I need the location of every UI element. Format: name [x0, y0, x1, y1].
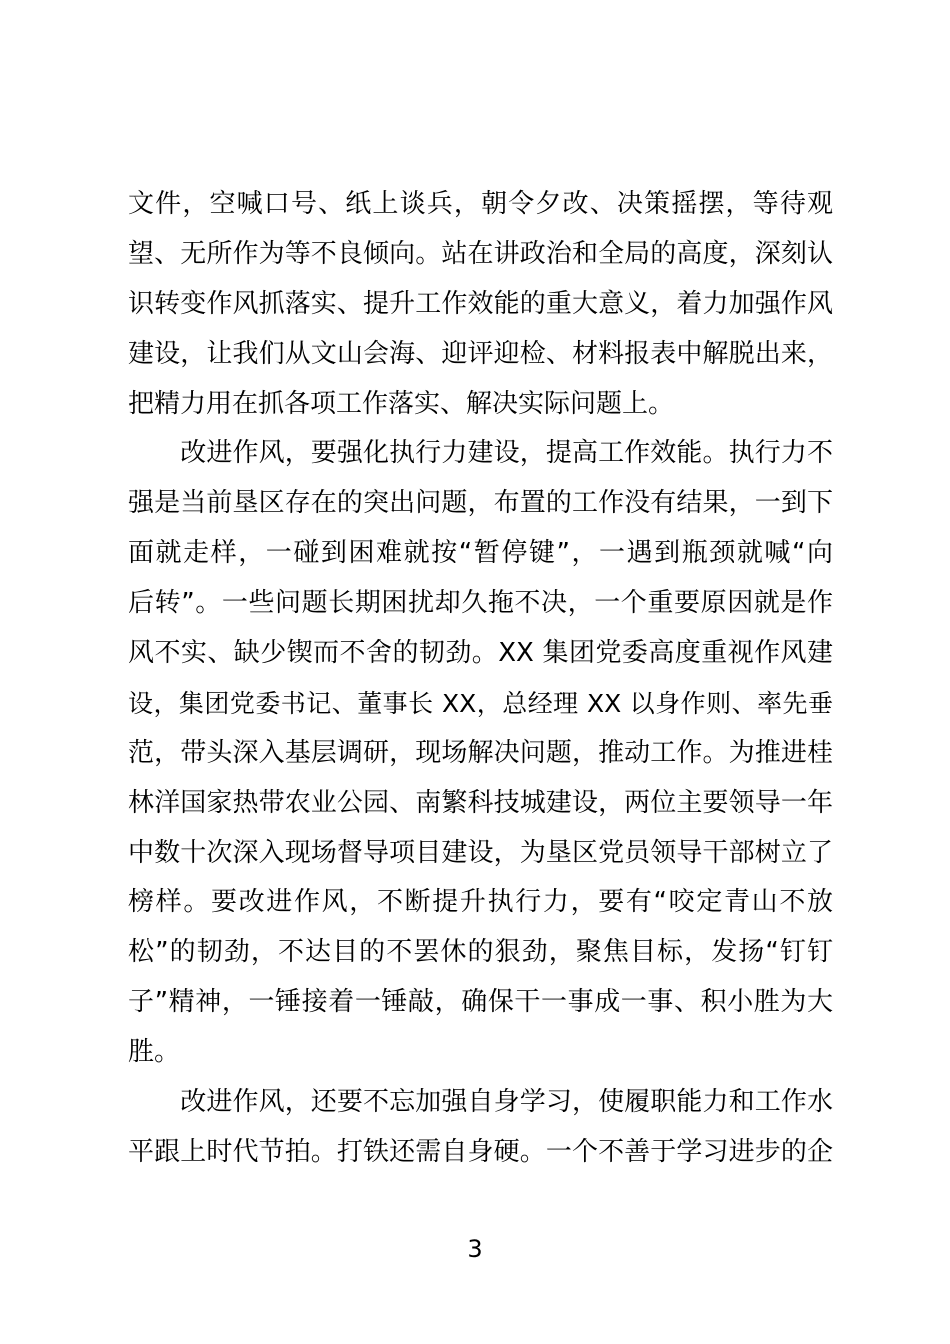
text-line: 改进作风，还要不忘加强自身学习，使履职能力和工作水	[128, 1087, 833, 1118]
text-line: 望、无所作为等不良倾向。站在讲政治和全局的高度，深刻认	[128, 238, 833, 269]
text-line: 范，带头深入基层调研，现场解决问题，推动工作。为推进桂	[128, 737, 833, 768]
text-line: 平跟上时代节拍。打铁还需自身硬。一个不善于学习进步的企	[128, 1136, 833, 1167]
document-body	[128, 180, 833, 1178]
text-line: 榜样。要改进作风，不断提升执行力，要有“咬定青山不放	[128, 887, 833, 918]
text-line: 把精力用在抓各项工作落实、解决实际问题上。	[128, 388, 675, 419]
text-line: 改进作风，要强化执行力建设，提高工作效能。执行力不	[128, 438, 833, 469]
text-line: 文件，空喊口号、纸上谈兵，朝令夕改、决策摇摆，等待观	[128, 189, 833, 219]
text-line: 后转”。一些问题长期困扰却久拖不决，一个重要原因就是作	[128, 588, 833, 619]
text-line: 胜。	[128, 1037, 181, 1068]
text-line: 设，集团党委书记、董事长 XX，总经理 XX 以身作则、率先垂	[128, 688, 833, 718]
text-line: 子”精神，一锤接着一锤敲，确保干一事成一事、积小胜为大	[128, 987, 833, 1018]
text-line: 识转变作风抓落实、提升工作效能的重大意义，着力加强作风	[128, 288, 833, 319]
text-line: 建设，让我们从文山会海、迎评迎检、材料报表中解脱出来，	[128, 338, 833, 369]
text-line: 松”的韧劲，不达目的不罢休的狠劲，聚焦目标，发扬“钉钉	[128, 937, 833, 968]
text-line: 面就走样，一碰到困难就按“暂停键”，一遇到瓶颈就喊“向	[128, 538, 833, 569]
text-line: 中数十次深入现场督导项目建设，为垦区党员领导干部树立了	[128, 837, 833, 868]
page-number: 3	[467, 1235, 483, 1263]
text-line: 林洋国家热带农业公园、南繁科技城建设，两位主要领导一年	[128, 787, 833, 818]
text-line: 风不实、缺少锲而不舍的韧劲。XX 集团党委高度重视作风建	[128, 638, 833, 669]
text-line: 强是当前垦区存在的突出问题，布置的工作没有结果，一到下	[128, 488, 833, 519]
